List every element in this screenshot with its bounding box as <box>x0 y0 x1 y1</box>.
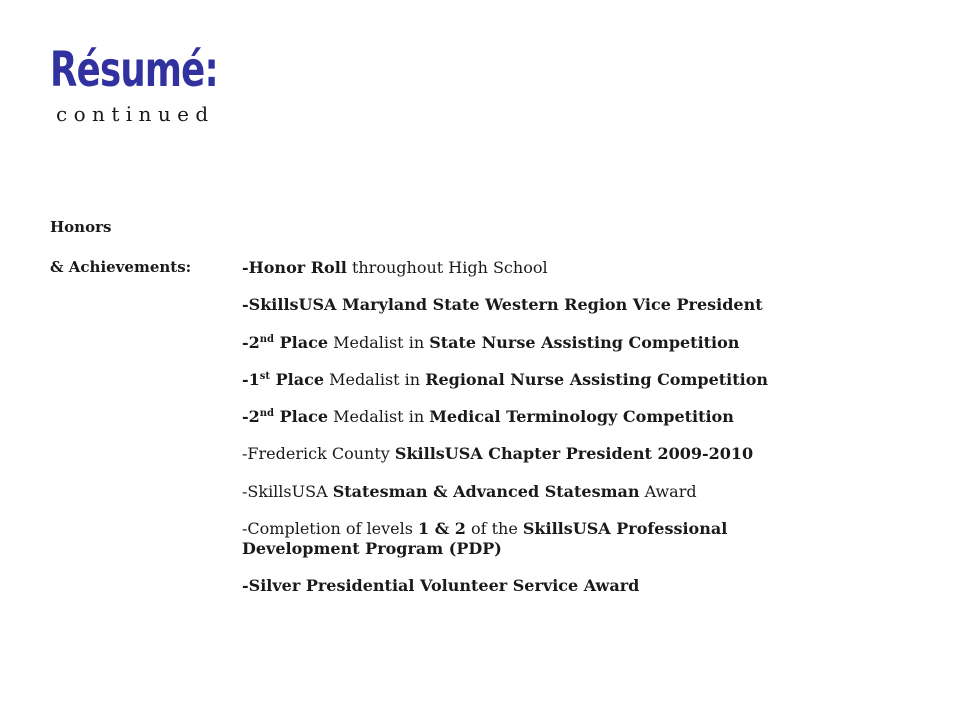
slide-subtitle: continued <box>56 102 215 126</box>
bold-text: Regional Nurse Assisting Competition <box>425 369 769 389</box>
slide-title: Résumé: <box>50 42 219 98</box>
bold-text: Medical Terminology Competition <box>429 407 734 427</box>
achievement-item <box>242 519 842 559</box>
section-label-honors: Honors <box>50 218 112 236</box>
bold-text: Place <box>274 407 329 427</box>
achievement-item <box>242 576 842 596</box>
ordinal-suffix: st <box>259 370 271 382</box>
achievements-list <box>242 258 842 614</box>
achievement-item <box>242 444 842 464</box>
ordinal-suffix: nd <box>259 408 275 420</box>
bold-text: -2 <box>242 332 260 352</box>
bold-text: SkillsUSA Professional Development Program (PDP) <box>242 519 728 559</box>
bold-text: State Nurse Assisting Competition <box>429 332 740 352</box>
section-label-achievements: & Achievements: <box>50 258 192 276</box>
achievement-item <box>242 258 842 278</box>
text: Award <box>639 481 697 501</box>
bold-text: SkillsUSA Chapter President 2009-2010 <box>394 444 754 464</box>
bold-text: -1 <box>242 369 260 389</box>
bold-text: -2 <box>242 407 260 427</box>
achievement-item <box>242 370 842 390</box>
achievement-item <box>242 295 842 315</box>
text: Medalist in <box>328 407 430 427</box>
achievement-item <box>242 333 842 353</box>
text: -SkillsUSA <box>242 481 333 501</box>
ordinal-suffix: nd <box>259 333 275 345</box>
bold-text: Place <box>274 332 329 352</box>
bold-text: 1 & 2 <box>418 519 466 539</box>
text: Medalist in <box>328 332 430 352</box>
achievement-item <box>242 482 842 502</box>
text: of the <box>465 519 523 539</box>
bold-text: Statesman & Advanced Statesman <box>332 481 640 501</box>
bold-text: -SkillsUSA Maryland State Western Region Vice President <box>242 295 763 315</box>
achievement-item <box>242 407 842 427</box>
bold-text: Place <box>270 369 324 389</box>
bold-text: -Silver Presidential Volunteer Service Award <box>242 576 640 596</box>
text: Medalist in <box>324 369 426 389</box>
text: -Frederick County <box>242 444 395 464</box>
text: -Completion of levels <box>242 519 418 539</box>
text: throughout High School <box>346 258 548 277</box>
bold-text: -Honor Roll <box>242 258 347 277</box>
